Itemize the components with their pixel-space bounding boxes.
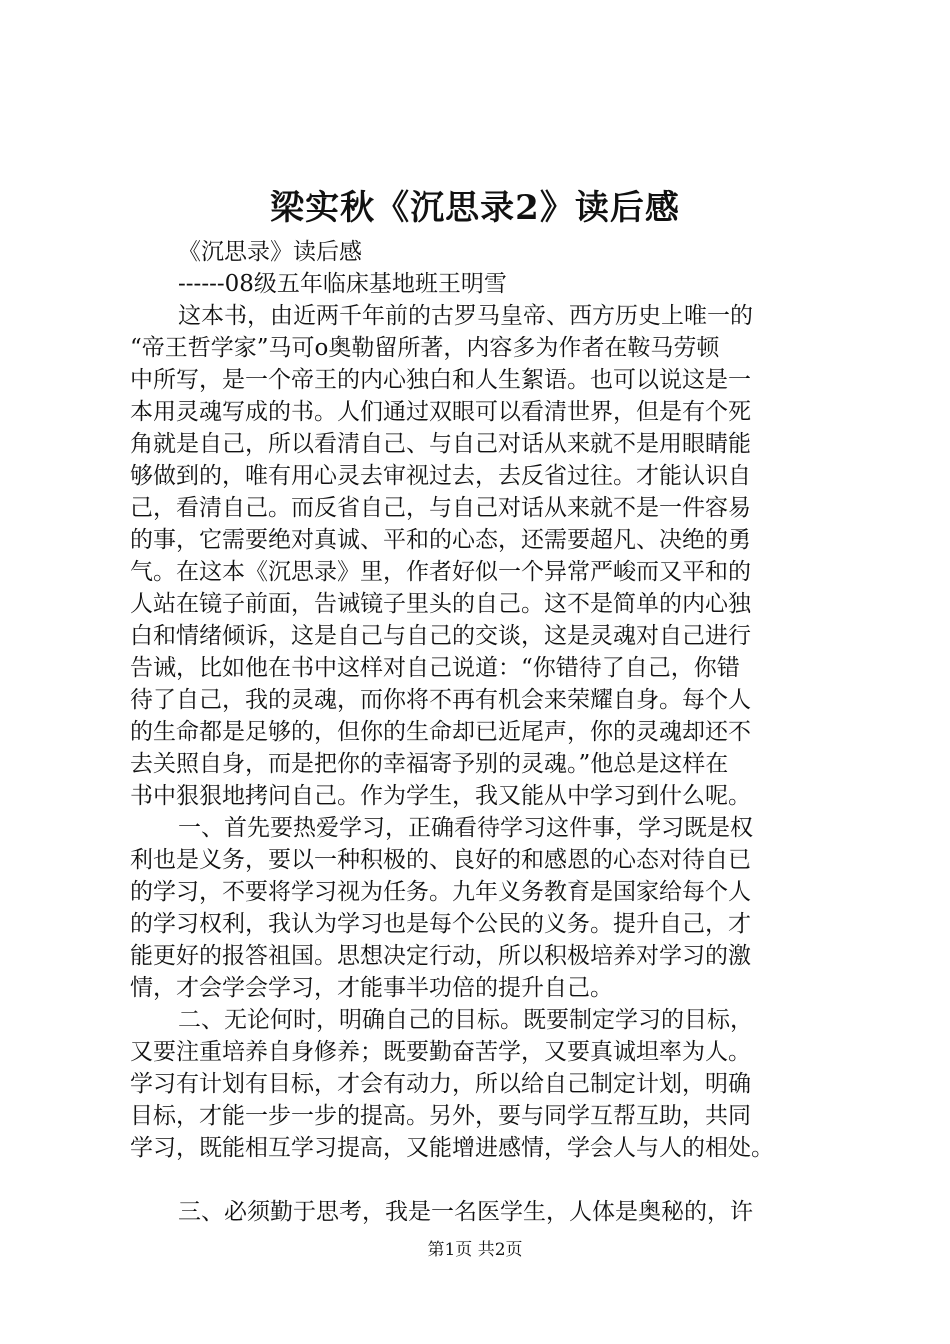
text-line: 够做到的，唯有用心灵去审视过去，去反省过往。才能认识自 [130, 463, 751, 489]
text-line: 中所写，是一个帝王的内心独白和人生絮语。也可以说这是一 [130, 367, 751, 393]
text-line: 角就是自己，所以看清自己、与自己对话从来就不是用眼睛能 [130, 431, 751, 457]
text-line: 能更好的报答祖国。思想决定行动，所以积极培养对学习的激 [130, 943, 751, 969]
text-line: 己，看清自己。而反省自己，与自己对话从来就不是一件容易 [130, 495, 751, 521]
text-line: 一、首先要热爱学习，正确看待学习这件事，学习既是权 [178, 815, 753, 841]
document-title: 梁实秋《沉思录2》读后感 [270, 188, 680, 228]
text-line: 去关照自身，而是把你的幸福寄予别的灵魂。”他总是这样在 [130, 751, 729, 777]
text-line: 学习有计划有目标，才会有动力，所以给自己制定计划，明确 [130, 1071, 751, 1097]
text-line: 的学习权利，我认为学习也是每个公民的义务。提升自己，才 [130, 911, 751, 937]
text-line: 的事，它需要绝对真诚、平和的心态，还需要超凡、决绝的勇 [130, 527, 751, 553]
text-line: 的学习，不要将学习视为任务。九年义务教育是国家给每个人 [130, 879, 751, 905]
text-line: 利也是义务，要以一种积极的、良好的和感恩的心态对待自已 [130, 847, 751, 873]
text-line: 书中狠狠地拷问自己。作为学生，我又能从中学习到什么呢。 [130, 783, 751, 809]
text-line: 这本书，由近两千年前的古罗马皇帝、西方历史上唯一的 [178, 303, 753, 329]
text-line: 待了自己，我的灵魂，而你将不再有机会来荣耀自身。每个人 [130, 687, 751, 713]
text-line: 气。在这本《沉思录》里，作者好似一个异常严峻而又平和的 [130, 559, 751, 585]
text-line: 情，才会学会学习，才能事半功倍的提升自己。 [130, 975, 613, 1001]
text-line: ------08级五年临床基地班王明雪 [178, 271, 507, 297]
text-line: 的生命都是足够的，但你的生命却已近尾声，你的灵魂却还不 [130, 719, 751, 745]
text-line: 人站在镜子前面，告诫镜子里头的自己。这不是简单的内心独 [130, 591, 751, 617]
text-line: 又要注重培养自身修养；既要勤奋苦学，又要真诚坦率为人。 [130, 1039, 751, 1065]
page-footer: 第1页 共2页 [427, 1240, 523, 1260]
text-line: 二、无论何时，明确自己的目标。既要制定学习的目标， [178, 1007, 753, 1033]
text-line: 目标，才能一步一步的提高。另外，要与同学互帮互助，共同 [130, 1103, 751, 1129]
text-line: “帝王哲学家”马可o奥勒留所著，内容多为作者在鞍马劳顿 [130, 335, 720, 361]
text-line: 《沉思录》读后感 [178, 239, 362, 265]
document-body [130, 236, 840, 1228]
text-line: 白和情绪倾诉，这是自己与自己的交谈，这是灵魂对自己进行 [130, 623, 751, 649]
blank-line [130, 1164, 840, 1196]
text-line: 学习，既能相互学习提高，又能增进感情，学会人与人的相处。 [130, 1135, 774, 1161]
text-line: 三、必须勤于思考，我是一名医学生，人体是奥秘的，许 [178, 1199, 753, 1225]
text-line: 告诫，比如他在书中这样对自己说道：“你错待了自己，你错 [130, 655, 740, 681]
text-line: 本用灵魂写成的书。人们通过双眼可以看清世界，但是有个死 [130, 399, 751, 425]
